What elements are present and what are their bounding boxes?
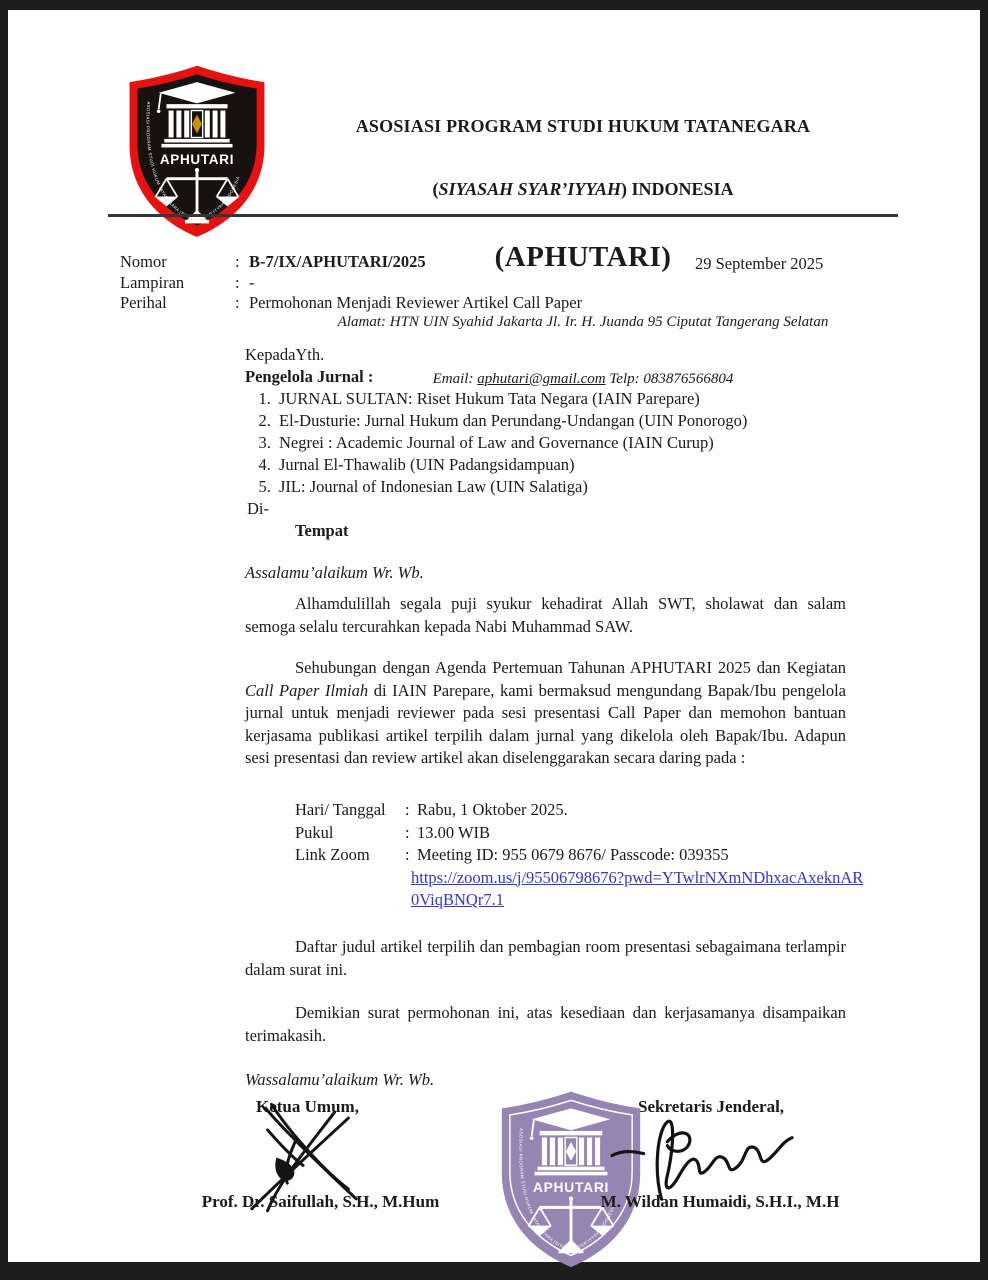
journal-item: 4. Jurnal El-Thawalib (UIN Padangsidampuan): [275, 454, 855, 476]
right-signer-name: M. Wildan Humaidi, S.H.I., M.H: [600, 1192, 840, 1211]
right-signer-title: Sekretaris Jenderal,: [638, 1097, 785, 1116]
nomor-label: Nomor: [120, 252, 167, 271]
org-name-paren-close: ) INDONESIA: [621, 179, 734, 199]
lampiran-label: Lampiran: [120, 272, 185, 292]
right-signature: [605, 1110, 803, 1204]
email-label: Email:: [432, 371, 478, 387]
journal-item: 2. El-Dusturie: Jurnal Hukum dan Perundang-Undangan (UIN Ponorogo): [275, 410, 855, 432]
journal-list: [245, 388, 855, 498]
letter-page: [8, 10, 980, 1262]
left-signer-name: Prof. Dr. Saifullah, S.H., M.Hum: [201, 1192, 440, 1211]
meta-row-nomor: [120, 252, 582, 273]
perihal-value: Permohonan Menjadi Reviewer Artikel Call Paper: [249, 293, 583, 312]
recipient-block: [245, 344, 855, 542]
paragraph-4: Demikian surat permohonan ini, atas kesediaan dan kerjasamanya disampaikan terimakasih.: [245, 1003, 846, 1045]
colon: :: [235, 272, 240, 292]
di-label: Di-: [247, 499, 269, 518]
lampiran-value: -: [249, 272, 255, 292]
letterhead-divider: [108, 214, 898, 217]
schedule-row-zoom: [295, 844, 855, 867]
org-name-line2: [276, 176, 890, 202]
paragraph-3: Daftar judul artikel terpilih dan pembagian room presentasi sebagaimana terlampir dalam surat ini.: [245, 937, 846, 979]
perihal-label: Perihal: [120, 293, 167, 312]
day-label: Hari/ Tanggal: [295, 800, 386, 819]
org-name-italic: SIYASAH SYAR’IYYAH: [438, 179, 621, 199]
meta-row-perihal: [120, 293, 582, 314]
letter-date: 29 September 2025: [695, 254, 824, 273]
time-label: Pukul: [295, 822, 334, 842]
colon: :: [235, 252, 240, 271]
left-signer-title: Ketua Umum,: [256, 1097, 359, 1116]
org-name-paren-open: (: [432, 179, 439, 199]
journal-item: 3. Negrei : Academic Journal of Law and Governance (IAIN Curup): [275, 432, 855, 454]
journal-item: 1. JURNAL SULTAN: Riset Hukum Tata Negara (IAIN Parepare): [275, 388, 855, 410]
paragraph-2: [245, 657, 846, 770]
org-email: aphutari@gmail.com: [477, 371, 606, 387]
org-address: Alamat: HTN UIN Syahid Jakarta Jl. Ir. H. Juanda 95 Ciputat Tangerang Selatan: [337, 314, 829, 330]
call-paper-ilmiah: Call Paper Ilmiah: [245, 680, 369, 700]
salam-pembuka: Assalamu’alaikum Wr. Wb.: [245, 563, 424, 582]
letter-meta: [120, 252, 582, 314]
zoom-meeting-link[interactable]: https://zoom.us/j/95506798676?pwd=YTwlrNXmNDhxacAxeknAR0ViqBNQr7.1: [411, 867, 864, 909]
colon: :: [405, 822, 410, 842]
org-name-line1: ASOSIASI PROGRAM STUDI HUKUM TATANEGARA: [355, 116, 811, 136]
meta-row-lampiran: [120, 273, 582, 294]
zoom-label: Link Zoom: [295, 845, 370, 864]
colon: :: [235, 293, 240, 312]
schedule-row-time: [295, 822, 855, 845]
tempat-label: Tempat: [295, 521, 349, 540]
event-schedule: [295, 799, 864, 912]
colon: :: [405, 800, 410, 819]
schedule-row-day: [295, 799, 855, 822]
colon: :: [405, 845, 410, 864]
recipient-heading: Pengelola Jurnal :: [245, 367, 374, 386]
zoom-link-row: [411, 867, 869, 912]
org-phone: Telp: 083876566804: [605, 371, 734, 387]
day-value: Rabu, 1 Oktober 2025.: [417, 800, 568, 819]
kepada-yth: KepadaYth.: [245, 345, 325, 364]
salam-penutup: Wassalamu’alaikum Wr. Wb.: [245, 1070, 435, 1089]
nomor-value: B-7/IX/APHUTARI/2025: [249, 252, 426, 271]
org-acronym: (APHUTARI): [494, 241, 672, 273]
zoom-meeting-value: Meeting ID: 955 0679 8676/ Passcode: 039355: [417, 845, 729, 864]
time-value: 13.00 WIB: [417, 822, 491, 842]
paragraph-2-text: di IAIN Parepare, kami bermaksud mengundang Bapak/Ibu pengelola jurnal untuk menjadi reviewer pada sesi presentasi Call Paper dan memohon bantuan kerjasama publikasi artikel terpilih dalam jurnal yang dikelola oleh Bapak/Ibu. Adapun sesi presentasi dan review artikel akan diselenggarakan secara daring pada :: [245, 680, 847, 767]
journal-item: 5. JIL: Journal of Indonesian Law (UIN Salatiga): [275, 476, 855, 498]
paragraph-1: Alhamdulillah segala puji syukur kehadirat Allah SWT, sholawat dan salam semoga selalu tercurahkan kepada Nabi Muhammad SAW.: [245, 594, 846, 636]
paragraph-2-text: Sehubungan dengan Agenda Pertemuan Tahunan APHUTARI 2025 dan Kegiatan: [295, 658, 846, 677]
